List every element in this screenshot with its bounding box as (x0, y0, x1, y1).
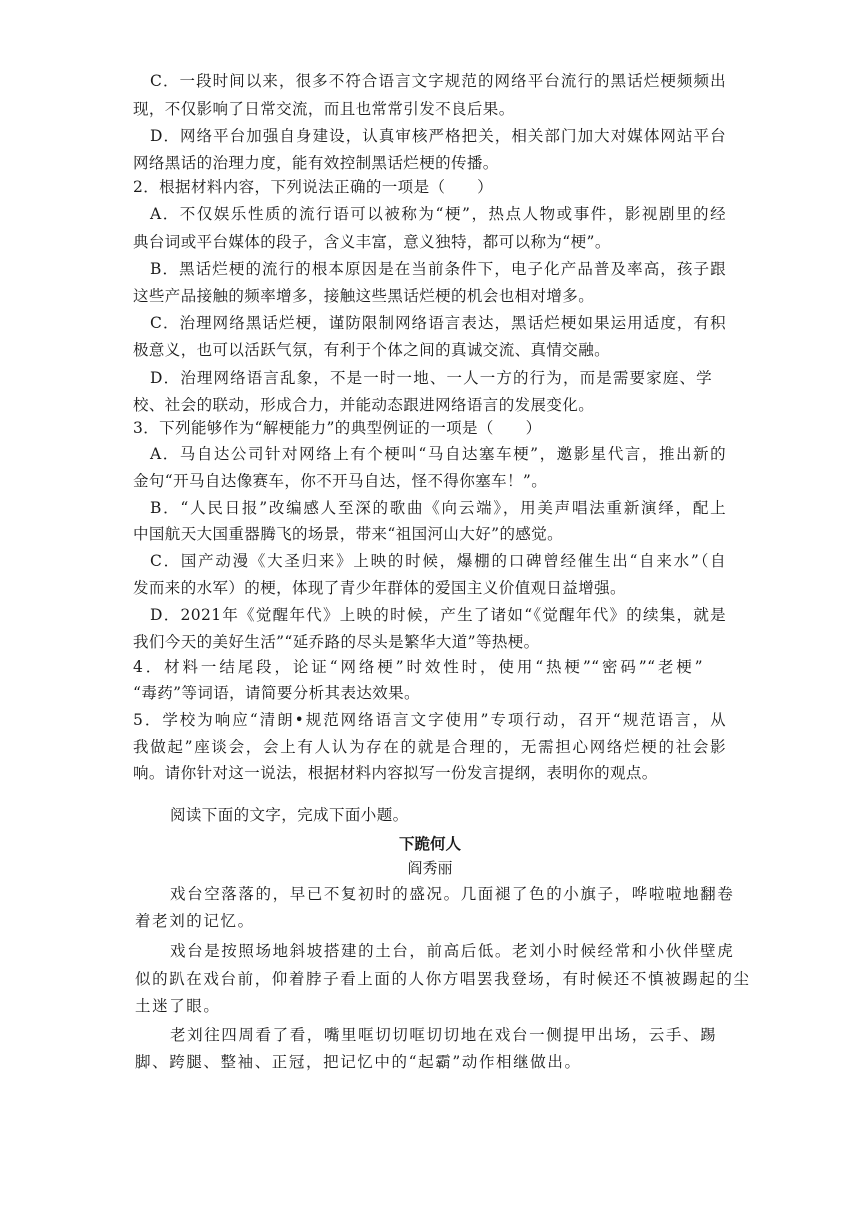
text-line: 这些产品接触的频率增多，接触这些黑话烂梗的机会也相对增多。 (133, 287, 595, 305)
story-line: 脚、跨腿、整袖、正冠，把记忆中的“起霸”动作相继做出。 (135, 1053, 582, 1071)
text-line: 校、社会的联动，形成合力，并能动态跟进网络语言的发展变化。 (133, 396, 595, 414)
text-line: “毒药”等词语，请简要分析其表达效果。 (133, 684, 420, 702)
text-line: 典台词或平台媒体的段子，含义丰富，意义独特，都可以称为“梗”。 (133, 233, 611, 251)
question-3: 3．下列能够作为“解梗能力”的典型例证的一项是（ ） (133, 419, 542, 437)
text-line: D．2021年《觉醒年代》上映的时候，产生了诸如“《觉醒年代》的续集，就是 (150, 606, 726, 624)
text-line: C．国产动漫《大圣归来》上映的时候，爆棚的口碑曾经催生出“自来水”（自 (150, 552, 726, 570)
text-line: 现，不仅影响了日常交流，而且也常常引发不良后果。 (133, 100, 515, 118)
story-line: 着老刘的记忆。 (135, 912, 255, 930)
text-line: B．黑话烂梗的流行的根本原因是在当前条件下，电子化产品普及率高，孩子跟 (150, 260, 726, 278)
story-title: 下跪何人 (398, 834, 461, 853)
text-line: A．不仅娱乐性质的流行语可以被称为“梗”，热点人物或事件，影视剧里的经 (150, 205, 726, 223)
question-5: 5．学校为响应“清朗•规范网络语言文字使用”专项行动，召开“规范语言，从 (133, 711, 726, 729)
story-line: 老刘往四周看了看，嘴里哐切切哐切切地在戏台一侧提甲出场，云手、踢 (170, 1026, 718, 1044)
reading-instruction: 阅读下面的文字，完成下面小题。 (170, 806, 409, 824)
text-line: C．治理网络黑话烂梗，谨防限制网络语言表达，黑话烂梗如果运用适度，有积 (150, 314, 726, 332)
text-line: D．治理网络语言乱象，不是一时一地、一人一方的行为，而是需要家庭、学 (150, 369, 712, 387)
text-line: B．“人民日报”改编感人至深的歌曲《向云端》，用美声唱法重新演绎，配上 (150, 499, 726, 517)
text-line: 响。请你针对这一说法，根据材料内容拟写一份发言提纲，表明你的观点。 (133, 764, 658, 782)
story-author: 阎秀丽 (407, 859, 453, 877)
story-line: 戏台空落落的，早已不复初时的盛况。几面褪了色的小旗子，哗啦啦地翻卷 (170, 885, 735, 903)
text-line: 金句“开马自达像赛车，你不开马自达，怪不得你塞车！”。 (133, 472, 548, 490)
question-2: 2．根据材料内容，下列说法正确的一项是（ ） (133, 178, 494, 196)
story-line: 戏台是按照场地斜坡搭建的土台，前高后低。老刘小时候经常和小伙伴壁虎 (170, 942, 735, 960)
text-line: 极意义，也可以活跃气氛，有利于个体之间的真诚交流、真情交融。 (133, 341, 611, 359)
text-line: 网络黑话的治理力度，能有效控制黑话烂梗的传播。 (133, 154, 499, 172)
story-line: 似的趴在戏台前，仰着脖子看上面的人你方唱罢我登场，有时候还不慎被踢起的尘 (135, 970, 751, 988)
text-line: A．马自达公司针对网络上有个梗叫“马自达塞车梗”，邀影星代言，推出新的 (150, 445, 726, 463)
text-line: 发而来的水军）的梗，体现了青少年群体的爱国主义价值观日益增强。 (133, 579, 626, 597)
text-line: D．网络平台加强自身建设，认真审核严格把关，相关部门加大对媒体网站平台 (150, 127, 726, 145)
text-line: C．一段时间以来，很多不符合语言文字规范的网络平台流行的黑话烂梗频频出 (150, 72, 726, 90)
text-line: 我们今天的美好生活”“延乔路的尽头是繁华大道”等热梗。 (133, 633, 540, 651)
story-line: 土迷了眼。 (135, 997, 221, 1015)
text-line: 中国航天大国重器腾飞的场景，带来“祖国河山大好”的感觉。 (133, 525, 564, 543)
text-line: 我做起”座谈会，会上有人认为存在的就是合理的，无需担心网络烂梗的社会影 (133, 738, 726, 756)
question-4: 4．材料一结尾段，论证“网络梗”时效性时，使用“热梗”“密码”“老梗” (133, 658, 703, 676)
